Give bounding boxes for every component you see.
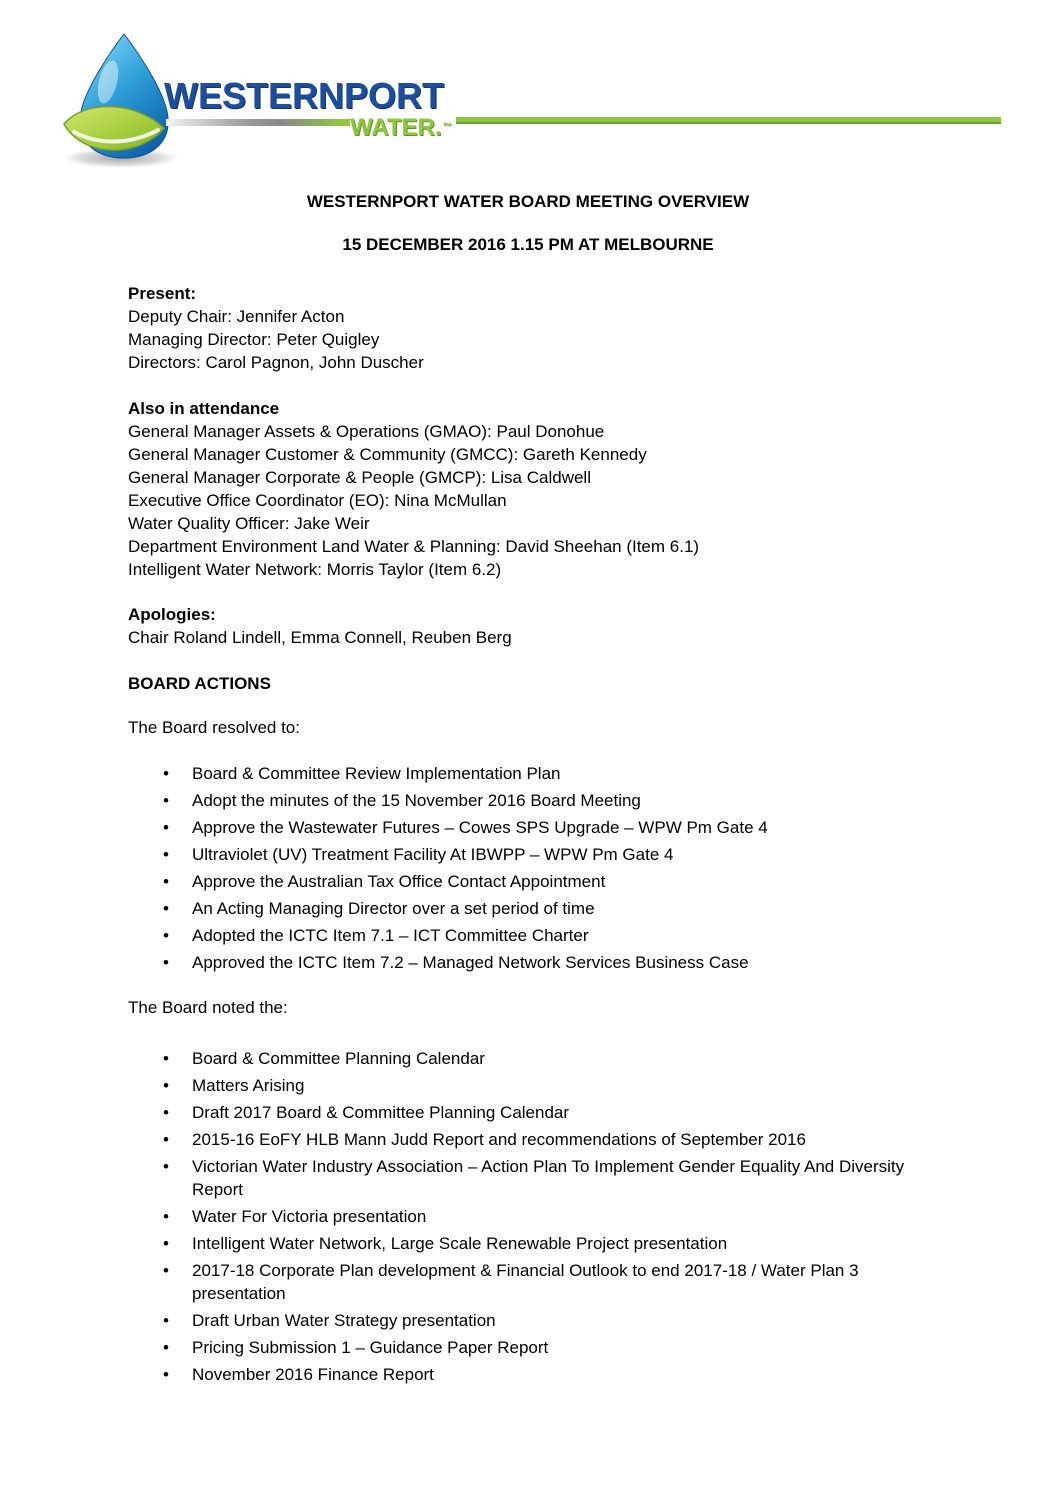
section-also-in-attendance <box>128 397 928 581</box>
resolved-item: • Adopted the ICTC Item 7.1 – ICT Committee Charter <box>192 924 928 947</box>
noted-item: • 2017-18 Corporate Plan development & Financial Outlook to end 2017-18 / Water Plan 3 presentation <box>192 1259 928 1305</box>
apologies-heading: Apologies: <box>128 605 216 624</box>
noted-item: • Matters Arising <box>192 1074 928 1097</box>
logo <box>58 28 1008 173</box>
attendance-line: General Manager Corporate & People (GMCP): Lisa Caldwell <box>128 468 591 487</box>
attendance-line: Water Quality Officer: Jake Weir <box>128 514 370 533</box>
noted-item: • Water For Victoria presentation <box>192 1205 928 1228</box>
section-board-actions <box>128 672 928 1386</box>
noted-list <box>128 1047 928 1386</box>
brand-wordmark-water: WATER.™ <box>350 114 452 141</box>
noted-item: • November 2016 Finance Report <box>192 1363 928 1386</box>
noted-item: • Board & Committee Planning Calendar <box>192 1047 928 1070</box>
present-line: Managing Director: Peter Quigley <box>128 330 380 349</box>
noted-item: • Pricing Submission 1 – Guidance Paper Report <box>192 1336 928 1359</box>
document-subtitle: 15 DECEMBER 2016 1.15 PM AT MELBOURNE <box>342 235 714 254</box>
noted-intro: The Board noted the: <box>128 998 288 1017</box>
attendance-line: Executive Office Coordinator (EO): Nina McMullan <box>128 491 507 510</box>
brand-rule-gradient <box>166 119 350 126</box>
apologies-lines <box>128 626 928 649</box>
attendance-line: Intelligent Water Network: Morris Taylor (Item 6.2) <box>128 560 502 579</box>
board-actions-heading: BOARD ACTIONS <box>128 674 271 693</box>
section-apologies <box>128 603 928 649</box>
present-lines <box>128 305 928 374</box>
document-title: WESTERNPORT WATER BOARD MEETING OVERVIEW <box>306 192 750 211</box>
noted-item: • Victorian Water Industry Association – Action Plan To Implement Gender Equality And Diversity Report <box>192 1155 928 1201</box>
trademark-symbol: ™ <box>442 121 452 131</box>
resolved-item: • Adopt the minutes of the 15 November 2016 Board Meeting <box>192 789 928 812</box>
noted-item: • Draft Urban Water Strategy presentation <box>192 1309 928 1332</box>
section-present <box>128 282 928 374</box>
present-line: Deputy Chair: Jennifer Acton <box>128 307 345 326</box>
resolved-item: • Approved the ICTC Item 7.2 – Managed Network Services Business Case <box>192 951 928 974</box>
resolved-item: • Board & Committee Review Implementation Plan <box>192 762 928 785</box>
resolved-item: • Ultraviolet (UV) Treatment Facility At IBWPP – WPW Pm Gate 4 <box>192 843 928 866</box>
resolved-item: • An Acting Managing Director over a set period of time <box>192 897 928 920</box>
brand-rule-green <box>456 117 1001 124</box>
resolved-intro: The Board resolved to: <box>128 718 300 737</box>
attendance-line: General Manager Customer & Community (GMCC): Gareth Kennedy <box>128 445 647 464</box>
attendance-heading: Also in attendance <box>128 399 280 418</box>
attendance-line: General Manager Assets & Operations (GMAO): Paul Donohue <box>128 422 605 441</box>
resolved-list <box>128 762 928 974</box>
noted-item: • Draft 2017 Board & Committee Planning Calendar <box>192 1101 928 1124</box>
noted-item: • 2015-16 EoFY HLB Mann Judd Report and recommendations of September 2016 <box>192 1128 928 1151</box>
apologies-line: Chair Roland Lindell, Emma Connell, Reuben Berg <box>128 628 512 647</box>
present-line: Directors: Carol Pagnon, John Duscher <box>128 353 424 372</box>
resolved-item: • Approve the Wastewater Futures – Cowes SPS Upgrade – WPW Pm Gate 4 <box>192 816 928 839</box>
brand-wordmark-westernport: WESTERNPORT <box>164 75 445 116</box>
attendance-lines <box>128 420 928 581</box>
noted-item: • Intelligent Water Network, Large Scale Renewable Project presentation <box>192 1232 928 1255</box>
present-heading: Present: <box>128 284 197 303</box>
attendance-line: Department Environment Land Water & Planning: David Sheehan (Item 6.1) <box>128 537 700 556</box>
resolved-item: • Approve the Australian Tax Office Contact Appointment <box>192 870 928 893</box>
